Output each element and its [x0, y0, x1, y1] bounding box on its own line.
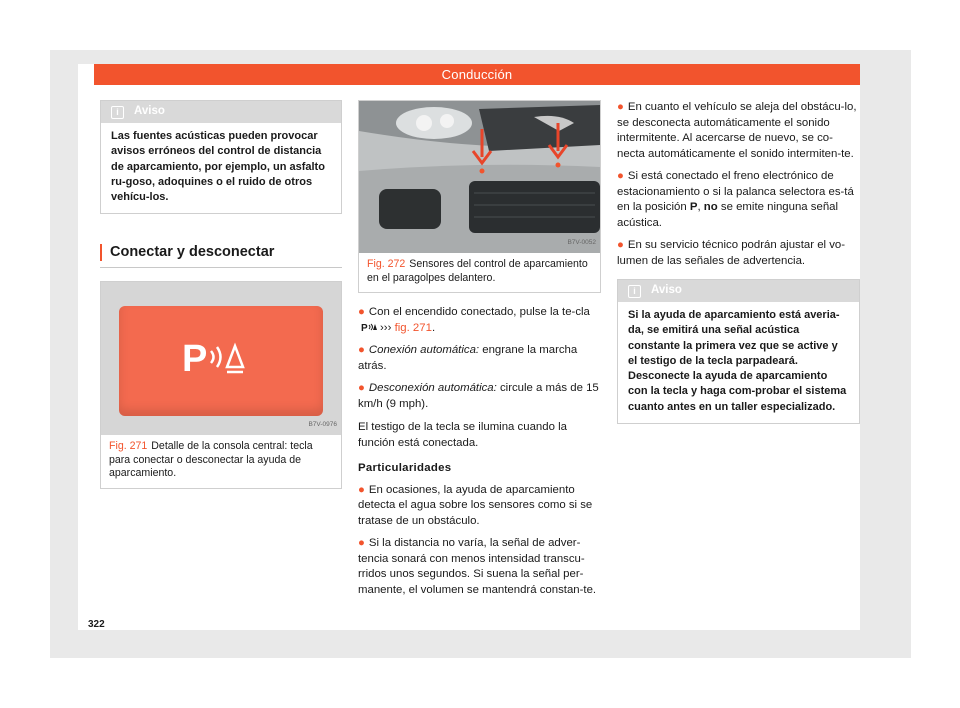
- car-bumper-illustration: [359, 101, 600, 253]
- figure-code: B7V-0976: [308, 420, 337, 428]
- list-item: [358, 483, 601, 530]
- bullet-dot: ●: [358, 344, 365, 356]
- list-item: [358, 305, 601, 336]
- reference-arrows: ›››: [380, 321, 392, 334]
- svg-text:P: P: [361, 322, 368, 332]
- figure-caption: [101, 435, 341, 488]
- list-item-text: se emite ninguna señal acústica.: [617, 201, 839, 229]
- parking-p-symbol: P: [182, 338, 208, 381]
- warning-note: [617, 279, 860, 424]
- note-title: Aviso: [651, 284, 682, 297]
- subheading: Particularidades: [358, 462, 452, 474]
- list-item-term: Conexión automática:: [368, 344, 480, 356]
- list-item: [358, 343, 601, 374]
- list-item-text: En cuanto el vehículo se aleja del obstácu-lo, se desconecta automáticamente el sonido intermitente. Al acercarse de nuevo, se co-necta automáticamente el sonido intermiten-te.: [617, 101, 857, 160]
- list-item-term: Desconexión automática:: [368, 382, 497, 394]
- bullet-dot: ●: [617, 101, 624, 113]
- figure-number: Fig. 272: [367, 258, 406, 270]
- list-item-text: ,: [697, 201, 704, 213]
- middle-column: [358, 100, 601, 605]
- parking-sensor-warning-icon: [207, 341, 253, 377]
- gear-position: P: [689, 201, 698, 213]
- figure-link[interactable]: fig. 271: [394, 321, 432, 334]
- list-item-text: .: [431, 321, 436, 334]
- figure-caption: [359, 253, 600, 292]
- left-column: [100, 100, 342, 489]
- note-text: Si la ayuda de aparcamiento está averia-da, se emitirá una señal acústica constante la primera vez que se active y el testigo de la tecla parpadeará. Desconecte la ayuda de aparcamiento con la tecla y haga com-probar el sistema cuanto antes en un taller especializado.: [628, 309, 847, 413]
- figure-272-image: [359, 101, 600, 253]
- list-item-text: Si está conectado el freno electrónico de estacionamiento o si la palanca selectora es-tá en la posición: [617, 170, 854, 213]
- figure-271: [100, 281, 342, 489]
- page-number: 322: [88, 619, 105, 630]
- figure-number: Fig. 271: [109, 440, 148, 453]
- bullet-dot: ●: [358, 537, 365, 549]
- bullet-dot: ●: [358, 306, 365, 318]
- bullet-dot: ●: [617, 239, 624, 251]
- note-title: Aviso: [134, 105, 165, 118]
- figure-caption-text: Detalle de la consola central: tecla para conectar o desconectar la ayuda de aparcamiento.: [109, 440, 313, 480]
- bullet-dot: ●: [617, 170, 624, 182]
- info-icon: i: [628, 285, 641, 298]
- list-item-text: engrane la marcha atrás.: [358, 344, 578, 372]
- paragraph: El testigo de la tecla se ilumina cuando la función está conectada.: [358, 421, 567, 449]
- list-item-text: Con el encendido conectado, pulse la te-cla: [368, 306, 590, 318]
- warning-note: [100, 100, 342, 214]
- note-header: [101, 101, 341, 123]
- bullet-dot: ●: [358, 382, 365, 394]
- list-item-text: Si la distancia no varía, la señal de adver-tencia sonará con menos intensidad transcu-rridos unos segundos. Si suena la señal per-manente, el volumen se mantendrá constan-te.: [358, 537, 597, 596]
- emphasis: no: [703, 201, 718, 213]
- list-item: [617, 100, 860, 162]
- figure-272: [358, 100, 601, 293]
- list-item-text: En ocasiones, la ayuda de aparcamiento detecta el agua sobre los sensores como si se tratase de un obstáculo.: [358, 483, 593, 527]
- info-icon: i: [111, 106, 124, 119]
- section-divider: [100, 267, 342, 268]
- note-header: [618, 280, 859, 302]
- figure-271-image: [101, 282, 341, 435]
- section-title: Conectar y desconectar: [100, 244, 342, 261]
- parking-assist-button: [119, 306, 323, 416]
- list-item: [358, 381, 601, 412]
- chapter-header: Conducción: [94, 64, 860, 85]
- list-item: [617, 238, 860, 269]
- figure-caption-text: Sensores del control de aparcamiento en el paragolpes delantero.: [367, 258, 588, 284]
- list-item-text: circule a más de 15 km/h (9 mph).: [358, 382, 599, 410]
- bullet-dot: ●: [358, 483, 365, 496]
- parking-button-icon: [361, 322, 377, 332]
- figure-code: B7V-0052: [567, 238, 596, 246]
- list-item: [617, 169, 860, 231]
- note-text: Las fuentes acústicas pueden provocar avisos erróneos del control de distancia de aparcamiento, por ejemplo, un asfalto ru-goso, adoquines o el ruido de otros vehícu-los.: [111, 130, 325, 204]
- list-item: [358, 536, 601, 598]
- right-column: [617, 100, 860, 424]
- list-item-text: En su servicio técnico podrán ajustar el vo-lumen de las señales de advertencia.: [617, 239, 846, 267]
